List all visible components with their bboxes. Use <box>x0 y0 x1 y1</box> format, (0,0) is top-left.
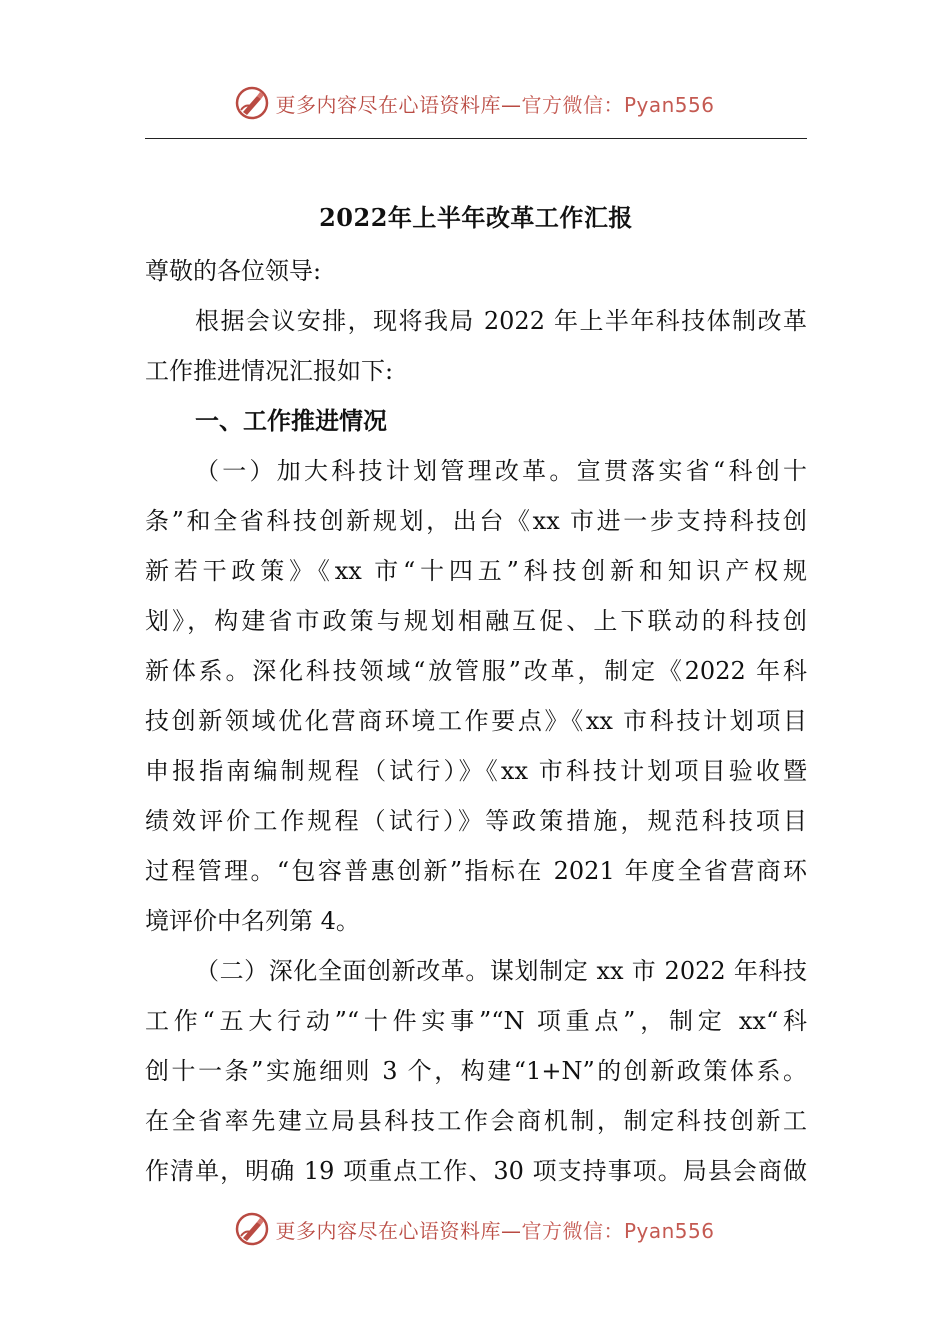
watermark-header <box>0 80 950 126</box>
paragraph-line: （一）加大科技计划管理改革。宣贯落实省“科创十 <box>195 457 807 485</box>
paragraph-line: 工作“五大行动”“十件实事”“N 项重点”，制定 xx“科 <box>145 1007 807 1035</box>
salutation: 尊敬的各位领导: <box>145 257 322 285</box>
watermark-suffix: 官方微信：Pyan556 <box>521 92 715 117</box>
watermark-suffix: 官方微信：Pyan556 <box>521 1218 715 1243</box>
watermark-dash: — <box>500 92 522 117</box>
paragraph-line: 新若干政策》《xx 市“十四五”科技创新和知识产权规 <box>145 557 807 585</box>
paragraph-line: 条”和全省科技创新规划，出台《xx 市进一步支持科技创 <box>145 507 807 535</box>
watermark-dash: — <box>500 1218 522 1243</box>
paragraph-line: 根据会议安排，现将我局 2022 年上半年科技体制改革 <box>195 307 807 335</box>
paragraph-line: 创十一条”实施细则 3 个，构建“1+N”的创新政策体系。 <box>145 1057 807 1085</box>
paragraph-line: 工作推进情况汇报如下: <box>145 357 394 385</box>
paragraph-line: 作清单，明确 19 项重点工作、30 项支持事项。局县会商做 <box>145 1157 807 1185</box>
paragraph-line: （二）深化全面创新改革。谋划制定 xx 市 2022 年科技 <box>195 957 807 985</box>
paragraph-line: 绩效评价工作规程（试行）》等政策措施，规范科技项目 <box>145 807 807 835</box>
header-divider <box>145 138 807 139</box>
watermark-footer <box>0 1206 950 1252</box>
paragraph-line: 过程管理。“包容普惠创新”指标在 2021 年度全省营商环 <box>145 857 807 885</box>
paragraph-line: 技创新领域优化营商环境工作要点》《xx 市科技计划项目 <box>145 707 807 735</box>
section-heading: 一、工作推进情况 <box>195 407 387 435</box>
watermark-prefix: 更多内容尽在心语资料库 <box>275 92 501 117</box>
pen-logo-icon <box>235 86 269 120</box>
paragraph-line: 划》，构建省市政策与规划相融互促、上下联动的科技创 <box>145 607 807 635</box>
paragraph-line: 境评价中名列第 4。 <box>145 907 360 935</box>
watermark-prefix: 更多内容尽在心语资料库 <box>275 1218 501 1243</box>
document-title: 2022年上半年改革工作汇报 <box>319 203 633 232</box>
document-body <box>145 190 807 1196</box>
pen-logo-icon <box>235 1212 269 1246</box>
paragraph-line: 申报指南编制规程（试行）》《xx 市科技计划项目验收暨 <box>145 757 807 785</box>
paragraph-line: 在全省率先建立局县科技工作会商机制，制定科技创新工 <box>145 1107 807 1135</box>
paragraph-line: 新体系。深化科技领域“放管服”改革，制定《2022 年科 <box>145 657 807 685</box>
